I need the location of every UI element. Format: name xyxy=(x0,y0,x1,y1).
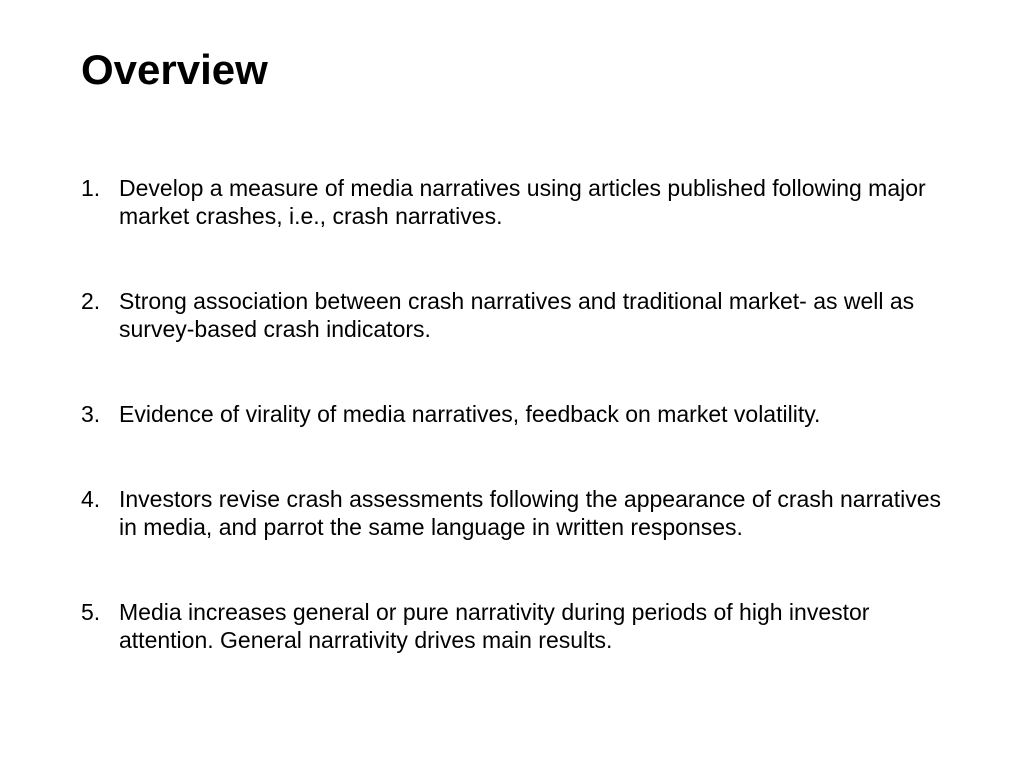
list-item xyxy=(81,174,961,230)
list-item-number: 2. xyxy=(81,288,101,314)
list-item xyxy=(81,598,961,654)
list-item-text: Media increases general or pure narrativity during periods of high investor attention. General narrativity drives main results. xyxy=(119,599,870,653)
list-item xyxy=(81,485,961,541)
list-item-number: 4. xyxy=(81,486,101,512)
overview-list xyxy=(81,174,961,711)
list-item-number: 3. xyxy=(81,401,101,427)
slide-title: Overview xyxy=(81,46,268,93)
list-item xyxy=(81,287,961,343)
list-item xyxy=(81,400,961,428)
list-item-number: 5. xyxy=(81,599,101,625)
list-item-text: Develop a measure of media narratives using articles published following major market crashes, i.e., crash narratives. xyxy=(119,175,926,229)
list-item-number: 1. xyxy=(81,175,101,201)
list-item-text: Investors revise crash assessments following the appearance of crash narratives in media, and parrot the same language in written responses. xyxy=(119,486,942,540)
list-item-text: Evidence of virality of media narratives, feedback on market volatility. xyxy=(119,401,821,427)
list-item-text: Strong association between crash narratives and traditional market- as well as survey-based crash indicators. xyxy=(119,288,915,342)
